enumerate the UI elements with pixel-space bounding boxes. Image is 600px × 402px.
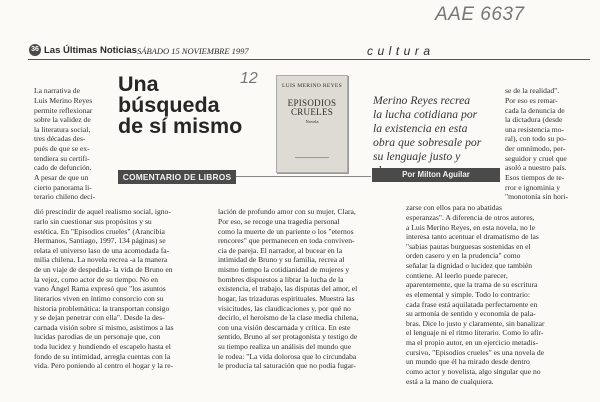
byline-box: Por Milton Aguilar	[372, 168, 500, 182]
handwritten-page-mark: 12	[240, 70, 258, 87]
headline: Una búsqueda de sí mismo	[118, 72, 243, 138]
book-cover-rule	[295, 157, 329, 158]
handwritten-code: AAE 6637	[435, 4, 525, 25]
section-title: cultura	[367, 44, 435, 58]
book-cover-author: LUIS MERINO REYES	[281, 83, 343, 89]
book-cover-title: EPISODIOS CRUELES	[287, 98, 337, 117]
book-cover	[276, 75, 348, 173]
lead-column: La narrativa de Luis Merino Reyes permite reflexionar sobre la validez de la literatura social, tres décadas des- pués de que se ex- tendiera su certifi- cado de defunción. A pesar de que un cierto panorama li- terario chileno deci-	[34, 86, 96, 202]
masthead-rule	[28, 59, 590, 60]
publication-name: Las Últimas Noticias	[44, 45, 137, 56]
body-column-1: dió prescindir de aquel realismo social, igno- rarlo sin cuestionar sus propósitos y su estética. En "Episodios crueles" (Arancibia Hermanos, Santiago, 1997, 134 páginas) se relata el universo laso de una acomodada fa- milia chilena. La novela recrea -a la manera de un viaje de despedida- la vida de Bruno en la vejez, como actor de su tiempo. No en vano Ángel Rama expresó que "los asuntos literarios viven en íntimo consorcio con su historia problemática: la transportan consigo y se dejan penetrar con ella". Desde la des- carnada visión sobre sí mismo, asistimos a las lucidas parodias de un personaje que, con toda lucidez y hundiendo el escapelo hasta el fondo de su intimidad, arregla cuentas con la vida. Pero poniendo al centro el hogar y la re-	[34, 207, 174, 371]
page-number-badge: 36	[29, 44, 41, 56]
pull-quote: Merino Reyes recrea la lucha cotidiana por la existencia en esta obra que sobresale por su lenguaje justo y	[373, 94, 482, 164]
issue-date: SÁBADO 15 NOVIEMBRE 1997	[137, 46, 249, 56]
column-right-top: se de la realidad". Por eso es remar- cada la denuncia de la dictadura (desde una resistencia mo- ral), con todo su po- der omnímodo, per- seguidor y cruel que asoló a nuestro país. Esos tiempos de te- rror e ignominia y "monotonía sin hori-	[505, 86, 569, 202]
kicker-box: COMENTARIO DE LIBROS	[118, 170, 236, 184]
book-cover-label: Novela	[305, 119, 319, 124]
body-column-2: lación de profundo amor con su mujer, Clara, Por eso, se recoge una tragedia personal como la muerte de un pariente o los "eternos rencores" que permanecen en toda conviven- cia de pareja. El narrador, al bucear en la intimidad de Bruno y su familia, recrea al mismo tiempo la cotidianidad de mujeres y hombres dispuestos a librar la lucha de la existencia, el trabajo, las disputas del amor, el hogar, las trizaduras espirituales. Muestra las visicitudes, las claudicaciones y, por qué no decirlo, el heroísmo de la clase media chilena, con una visión descarnada y crítica. En este sentido, Bruno al ser protagonista y testigo de su tiempo realiza un análisis del mundo que le rodea: "La vida dolorosa que lo circundaba le producía tal saturación que no podía fugar-	[218, 207, 359, 371]
body-column-3: zarse con ellos para no abatidas esperanzas". A diferencia de otros autores, a Luis Merino Reyes, en esta novela, no le interesa tanto acentuar el dramatismo de las "sabias pautas burguesas sostenidas en el orden casero y en la prudencia" como señalar la dignidad o lucidez que también contiene. Al leerlo puede parecer, aparentemente, que la trama de su escritura es elemental y simple. Todo lo contrario: cada frase está aquilatada perfectamente en su armonía de sentido y economía de pala- bras. Dice lo justo y claramente, sin banalizar el lenguaje ni el ritmo literario. Como lo afir- ma el propio autor, en un ejercicio metadis- cursivo, "Episodios crueles" es una novela de un mundo que él ha mirado desde dentro como actor y novelista, algo singular que no está a la mano de cualquiera.	[406, 203, 545, 386]
kicker-rule	[236, 176, 371, 177]
